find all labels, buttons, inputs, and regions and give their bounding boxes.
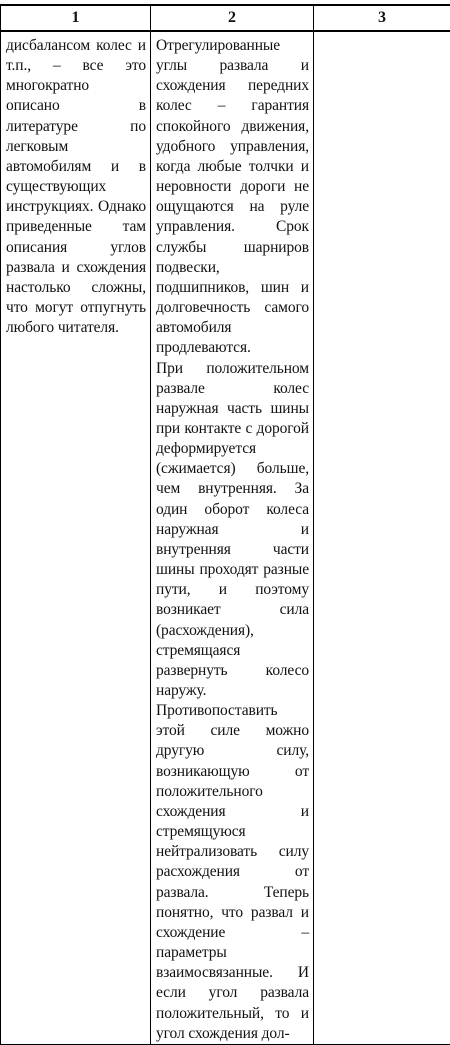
table-row [1,31,450,1044]
column-1-text: дисбалансом колес и т.п., – все это многократно описано в литературе по легковым автомобилям и в существующих инструкциях. Однако приведенные там описания углов развала и схождения настолько сложны, что могут отпугнуть любого читателя. [5,36,146,338]
content-table [0,4,450,1045]
cell-column-2 [151,31,314,1044]
cell-column-3 [314,31,450,1044]
column-header-1: 1 [1,5,151,31]
column-header-3: 3 [314,5,450,31]
column-header-2: 2 [151,5,314,31]
table-header-row [1,5,450,31]
column-2-paragraph-2: При положительном развале колес наружная часть шины при контакте с дорогой деформируется (сжимается) больше, чем внутренняя. За один оборот колеса наружная и внутренняя части шины проходят разные пути, и поэтому возникает сила (расхождения), стремящаяся развернуть колесо наружу. Противопоставить этой силе можно другую силу, возникающую от положительного схождения и стремящуюся нейтрализовать силу расхождения от развала. Теперь понятно, что развал и схождение – параметры взаимосвязанные. И если угол развала положительный, то и угол схождения дол- [155,359,309,1044]
cell-column-1 [1,31,151,1044]
column-2-paragraph-1: Отрегулированные углы развала и схождения передних колес – гарантия спокойного движения, удобного управления, когда любые толчки и неровности дороги не ощущаются на руле управления. Срок службы шарниров подвески, подшипников, шин и долговечность самого автомобиля продлеваются. [155,36,309,359]
